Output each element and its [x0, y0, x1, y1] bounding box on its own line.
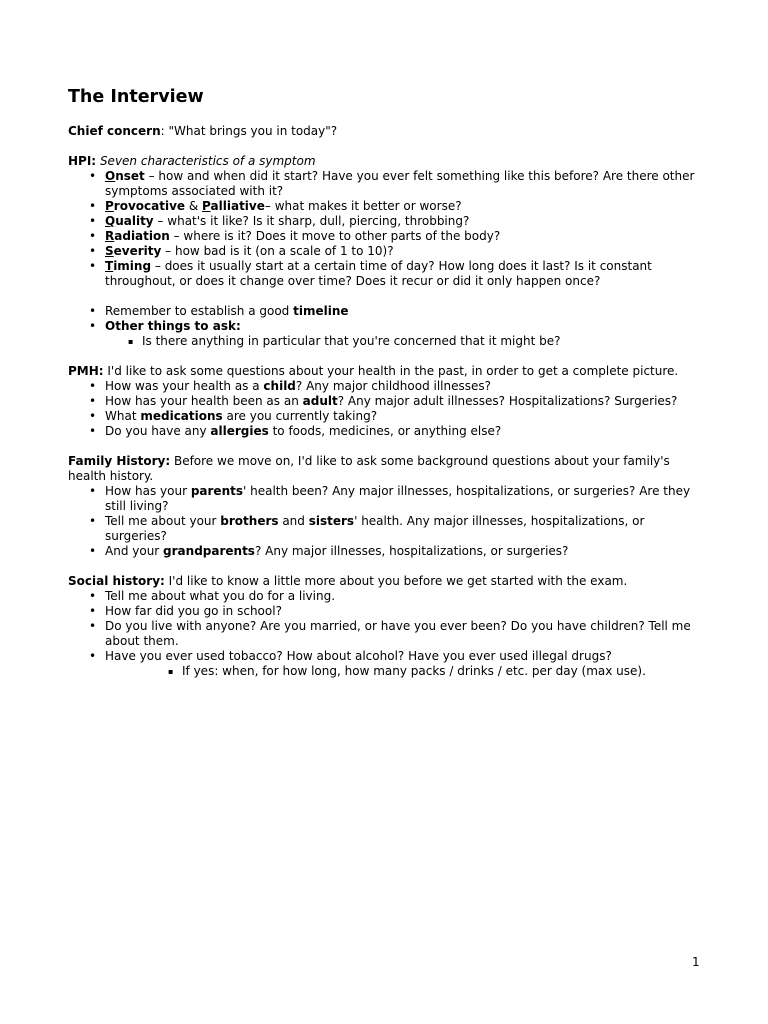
page-number: 1 — [692, 955, 700, 969]
list-item: • How has your parents' health been? Any major illnesses, hospitalizations, or surgeries? Are they still living? — [105, 484, 708, 514]
list-item: • Radiation – where is it? Does it move to other parts of the body? — [105, 229, 708, 244]
list-item: • How far did you go in school? — [105, 604, 708, 619]
list-item: • Provocative & Palliative– what makes it better or worse? — [105, 199, 708, 214]
list-item: • Severity – how bad is it (on a scale of 1 to 10)? — [105, 244, 708, 259]
list-item: • Do you have any allergies to foods, medicines, or anything else? — [105, 424, 708, 439]
list-item: • Tell me about what you do for a living. — [105, 589, 708, 604]
list-item: • Quality – what's it like? Is it sharp, dull, piercing, throbbing? — [105, 214, 708, 229]
family-history-heading — [68, 454, 708, 484]
pmh-list — [68, 379, 708, 439]
social-history-list — [68, 589, 708, 679]
family-history-label: Family History: — [68, 454, 171, 468]
list-item: • How has your health been as an adult? Any major adult illnesses? Hospitalizations? Surgeries? — [105, 394, 708, 409]
hpi-heading — [68, 154, 708, 169]
hpi-label: HPI: — [68, 154, 97, 168]
list-item: • Other things to ask: ▪ Is there anything in particular that you're concerned that it might be? — [105, 319, 708, 349]
list-item: ▪ Is there anything in particular that you're concerned that it might be? — [142, 334, 708, 349]
list-item: • How was your health as a child? Any major childhood illnesses? — [105, 379, 708, 394]
hpi-list — [68, 169, 708, 289]
sub-list — [105, 334, 708, 349]
chief-concern-label: Chief concern — [68, 124, 161, 138]
social-history-label: Social history: — [68, 574, 165, 588]
list-item: ▪ If yes: when, for how long, how many packs / drinks / etc. per day (max use). — [182, 664, 708, 679]
list-item: • Do you live with anyone? Are you married, or have you ever been? Do you have children? Tell me about them. — [105, 619, 708, 649]
list-item: • And your grandparents? Any major illnesses, hospitalizations, or surgeries? — [105, 544, 708, 559]
chief-concern — [68, 124, 708, 139]
list-item: • Timing – does it usually start at a certain time of day? How long does it last? Is it constant throughout, or does it change over time? Does it recur or did it only happen once? — [105, 259, 708, 289]
family-history-list — [68, 484, 708, 559]
list-item: • Have you ever used tobacco? How about alcohol? Have you ever used illegal drugs? ▪ If yes: when, for how long, how many packs / drinks / etc. per day (max use). — [105, 649, 708, 679]
hpi-subtitle: Seven characteristics of a symptom — [99, 154, 316, 168]
pmh-heading — [68, 364, 708, 379]
list-item: • Tell me about your brothers and sisters' health. Any major illnesses, hospitalizations, or surgeries? — [105, 514, 708, 544]
list-item: • Remember to establish a good timeline — [105, 304, 708, 319]
document-page — [68, 86, 708, 679]
social-history-heading — [68, 574, 708, 589]
family-history-intro: Before we move on, I'd like to ask some background questions about your family's health history. — [68, 454, 670, 483]
chief-concern-text: : "What brings you in today"? — [160, 124, 338, 138]
hpi-extra-list — [68, 304, 708, 349]
list-item: • Onset – how and when did it start? Have you ever felt something like this before? Are there other symptoms associated with it? — [105, 169, 708, 199]
list-item: • What medications are you currently taking? — [105, 409, 708, 424]
sub-list — [105, 664, 708, 679]
page-title: The Interview — [68, 87, 204, 107]
social-history-intro: I'd like to know a little more about you before we get started with the exam. — [164, 574, 628, 588]
pmh-label: PMH: — [68, 364, 104, 378]
pmh-intro: I'd like to ask some questions about your health in the past, in order to get a complete picture. — [103, 364, 679, 378]
